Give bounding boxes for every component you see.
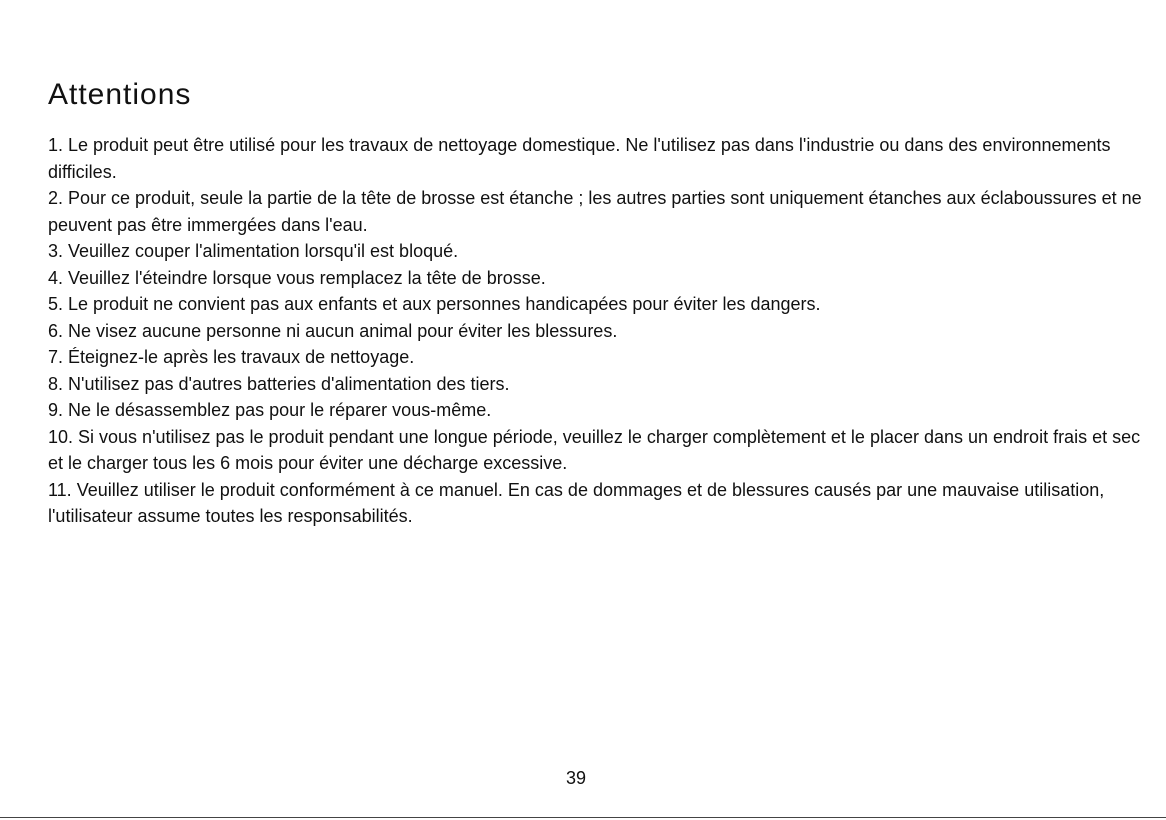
list-item: 2. Pour ce produit, seule la partie de la tête de brosse est étanche ; les autres parties sont uniquement étanches aux éclaboussures et ne peuvent pas être immergées dans l'eau. [48,188,1142,235]
list-item: 7. Éteignez-le après les travaux de nettoyage. [48,347,415,367]
list-item: 3. Veuillez couper l'alimentation lorsqu'il est bloqué. [48,241,459,261]
list-item: 10. Si vous n'utilisez pas le produit pendant une longue période, veuillez le charger complètement et le placer dans un endroit frais et sec et le charger tous les 6 mois pour éviter une décharge excessive. [48,426,1141,473]
list-item: 1. Le produit peut être utilisé pour les travaux de nettoyage domestique. Ne l'utilisez pas dans l'industrie ou dans des environnements difficiles. [48,135,1111,182]
list-item: 5. Le produit ne convient pas aux enfants et aux personnes handicapées pour éviter les dangers. [48,294,821,314]
bottom-divider [0,817,1166,818]
page-number: 39 [565,768,587,788]
list-item: 9. Ne le désassemblez pas pour le réparer vous-même. [48,400,492,420]
list-item: 8. N'utilisez pas d'autres batteries d'alimentation des tiers. [48,373,510,394]
list-item: 6. Ne visez aucune personne ni aucun animal pour éviter les blessures. [48,320,618,341]
page-title: Attentions [48,78,192,111]
attention-list [48,132,1148,530]
list-item: 11. Veuillez utiliser le produit conformément à ce manuel. En cas de dommages et de blessures causés par une mauvaise utilisation, l'utilisateur assume toutes les responsabilités. [48,479,1105,526]
list-item: 4. Veuillez l'éteindre lorsque vous remplacez la tête de brosse. [48,267,546,288]
